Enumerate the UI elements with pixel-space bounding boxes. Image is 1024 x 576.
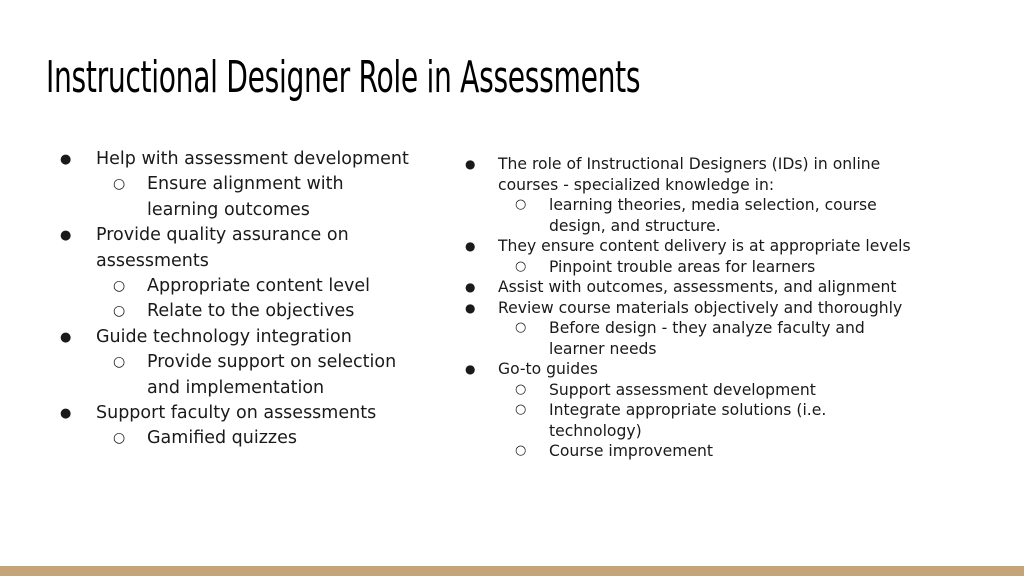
hollow-bullet-icon: ○ [515,402,527,417]
list-item-text: Assist with outcomes, assessments, and alignment [498,278,897,296]
list-item-text: Support assessment development [549,380,816,399]
list-item [462,195,932,236]
filled-bullet-icon: ● [465,239,476,253]
list-item [58,223,418,274]
right-bullet-list [462,154,932,462]
list-item-text: The role of Instructional Designers (IDs) in online courses - specialized knowledge in: [498,155,881,194]
list-item-text: Support faculty on assessments [96,403,377,424]
list-item [462,154,932,195]
list-item [58,172,418,223]
list-item [462,298,932,319]
hollow-bullet-icon: ○ [113,303,126,320]
list-item-text: Provide quality assurance on assessments [96,225,349,271]
list-item [58,350,418,401]
list-item-text: Course improvement [549,442,714,460]
hollow-bullet-icon: ○ [515,443,527,458]
hollow-bullet-icon: ○ [515,381,527,397]
slide-title: Instructional Designer Role in Assessments [46,52,641,103]
list-item-text: Help with assessment development [96,149,409,169]
list-item-text: They ensure content delivery is at appropriate levels [498,237,911,255]
filled-bullet-icon: ● [465,300,476,315]
filled-bullet-icon: ● [465,362,476,376]
list-item [58,426,418,451]
list-item-text: Pinpoint trouble areas for learners [549,257,816,276]
list-item [462,400,932,441]
hollow-bullet-icon: ○ [113,176,126,193]
filled-bullet-icon: ● [465,280,476,294]
list-item-text: Go-to guides [498,360,598,378]
list-item-text: Integrate appropriate solutions (i.e. technology) [549,401,827,440]
list-item [462,257,932,278]
list-item-text: Relate to the objectives [147,301,355,322]
accent-bar [0,566,1024,576]
list-item-text: Provide support on selection and implementation [147,352,397,398]
list-item [462,441,932,462]
hollow-bullet-icon: ○ [113,278,126,295]
list-item [58,401,418,426]
filled-bullet-icon: ● [60,152,72,167]
list-item-text: learning theories, media selection, course design, and structure. [549,196,877,235]
list-item [58,299,418,324]
list-item [462,359,932,380]
list-item [58,147,418,172]
filled-bullet-icon: ● [465,157,476,171]
list-item [462,380,932,401]
hollow-bullet-icon: ○ [515,197,527,212]
list-item [462,277,932,298]
list-item [58,325,418,350]
list-item-text: Guide technology integration [96,326,352,347]
list-item-text: Appropriate content level [147,276,370,297]
hollow-bullet-icon: ○ [515,258,527,274]
left-bullet-list [58,147,418,452]
list-item-text: Ensure alignment with learning outcomes [147,174,344,220]
hollow-bullet-icon: ○ [515,320,527,335]
hollow-bullet-icon: ○ [113,430,126,447]
list-item [462,236,932,257]
list-item-text: Gamified quizzes [147,428,297,449]
filled-bullet-icon: ● [60,329,72,345]
filled-bullet-icon: ● [60,406,72,422]
list-item-text: Before design - they analyze faculty and learner needs [549,319,865,358]
filled-bullet-icon: ● [60,228,72,244]
hollow-bullet-icon: ○ [113,354,126,371]
list-item [58,274,418,299]
list-item-text: Review course materials objectively and thoroughly [498,298,903,317]
list-item [462,318,932,359]
